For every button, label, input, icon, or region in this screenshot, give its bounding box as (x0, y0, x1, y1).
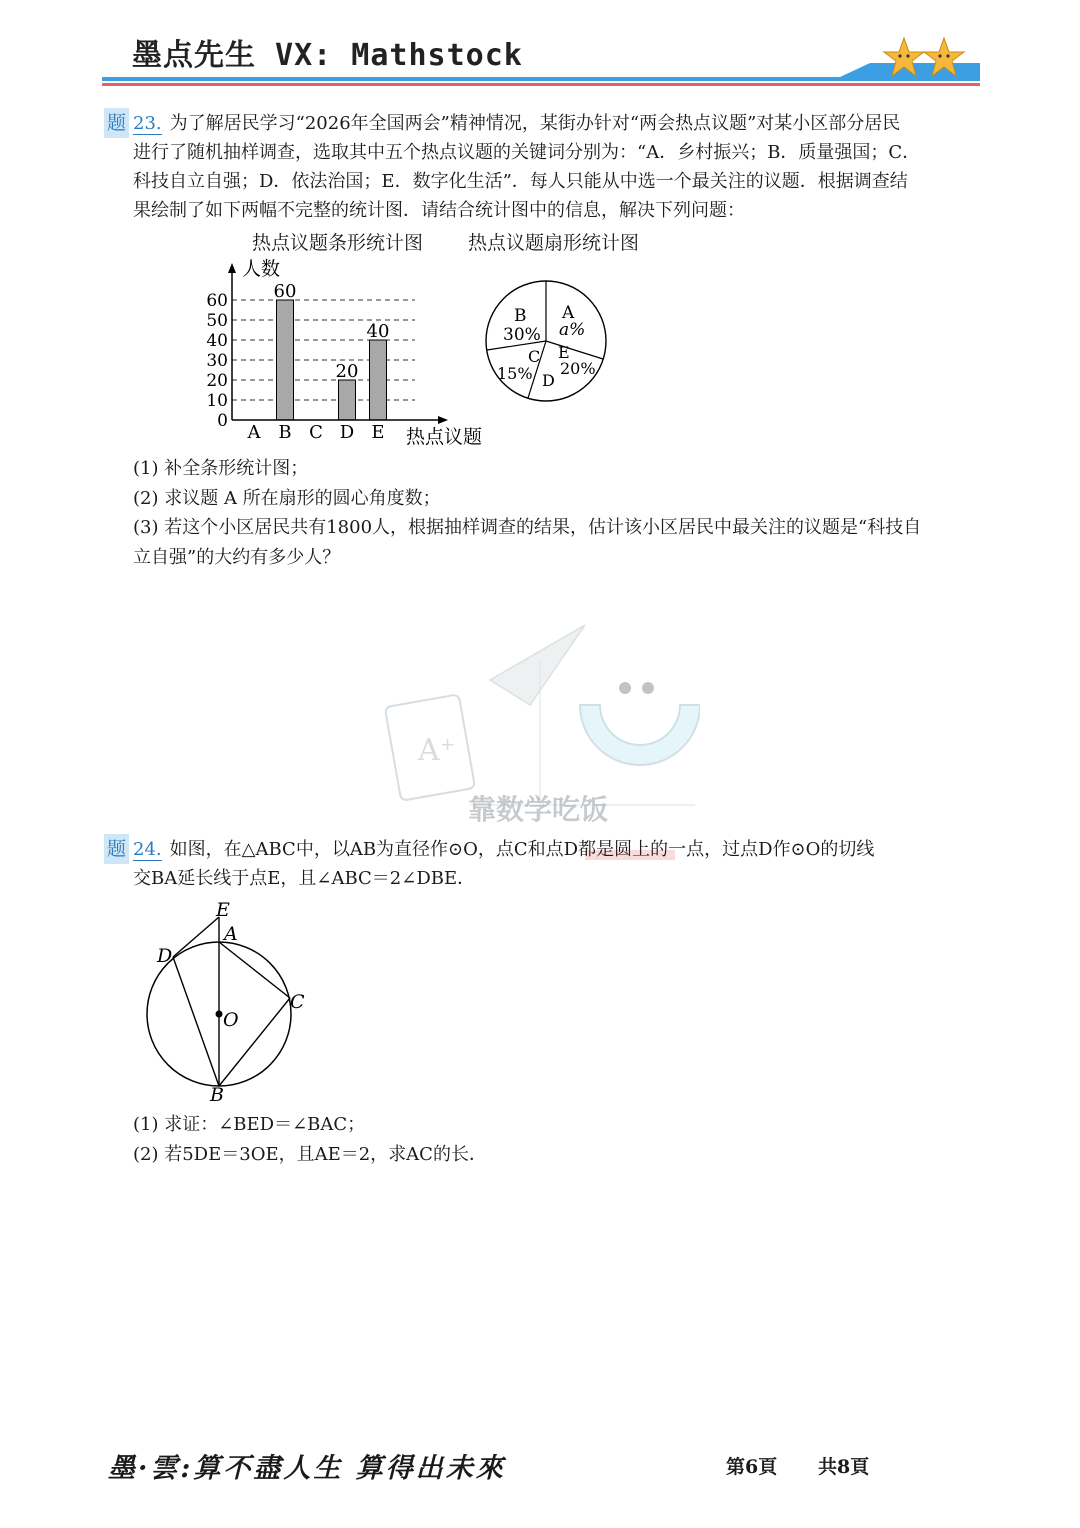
x-tick-label: C (309, 422, 323, 443)
point-d: D (157, 945, 173, 967)
bar-chart (200, 255, 500, 450)
q23-part-3: (3) 若这个小区居民共有1800人，根据抽样调查的结果，估计该小区居民中最关注的议题是“科技自 (133, 517, 922, 538)
q23-line-2: 进行了随机抽样调查，选取其中五个热点议题的关键词分别为：“A．乡村振兴；B．质量强国；C． (133, 142, 921, 163)
x-tick-label: D (339, 422, 355, 443)
q24-line-2: 交BA延长线于点E，且∠ABC＝2∠DBE． (133, 868, 476, 889)
y-tick-label: 50 (206, 311, 228, 331)
star-icons (880, 36, 970, 80)
y-tick-label: 10 (206, 391, 228, 411)
bar-value-label: 60 (273, 281, 297, 302)
bar-chart-title: 热点议题条形统计图 (252, 232, 424, 254)
y-axis-label: 人数 (242, 258, 281, 280)
pie-label-a: A (562, 303, 575, 323)
q23-tag: 题 (104, 108, 129, 138)
x-tick-label: A (247, 422, 261, 443)
q23-line-1 (104, 108, 900, 139)
q23-part-3-cont: 立自强”的大约有多少人？ (133, 547, 341, 568)
q23-line-4: 果绘制了如下两幅不完整的统计图．请结合统计图中的信息，解决下列问题： (133, 200, 745, 221)
header-banner (100, 55, 980, 93)
point-o: O (223, 1009, 239, 1031)
y-tick-label: 60 (206, 291, 228, 311)
x-tick-label: B (278, 422, 292, 443)
q24-number: 24. (133, 839, 162, 860)
footer-motto: 墨·雲:算不盡人生 算得出未來 (108, 1453, 506, 1484)
pie-value-c: 15% (497, 364, 533, 383)
pie-chart (480, 278, 620, 408)
footer-page-number: 第6頁 (726, 1456, 778, 1478)
point-a: A (224, 923, 238, 945)
bar-e (370, 340, 387, 420)
q23-part-2: (2) 求议题 A 所在扇形的圆心角度数； (133, 488, 441, 509)
bar-b (277, 300, 294, 420)
pie-chart-title: 热点议题扇形统计图 (468, 232, 640, 254)
q24-part-1: (1) 求证：∠BED＝∠BAC； (133, 1114, 366, 1135)
q24-line-1 (104, 834, 874, 865)
bar-d (339, 380, 356, 420)
pie-value-b: 30% (503, 325, 541, 345)
pie-label-b: B (514, 306, 527, 326)
pie-label-e: E (558, 343, 570, 362)
y-tick-label: 20 (206, 371, 228, 391)
y-tick-label: 30 (206, 351, 228, 371)
q24-text-1: 如图，在△ABC中，以AB为直径作⊙O，点C和点D都是圆上的一点，过点D作⊙O的切线 (169, 839, 875, 860)
header-title: 墨点先生 VX: Mathstock (132, 38, 523, 73)
x-axis-arrow (438, 416, 448, 424)
y-tick-label: 0 (217, 411, 228, 431)
bar-value-label: 20 (335, 361, 359, 382)
q23-number: 23. (133, 113, 162, 134)
point-c: C (290, 991, 305, 1013)
y-tick-label: 40 (206, 331, 228, 351)
pie-label-d: D (542, 371, 555, 390)
x-tick-label: E (371, 422, 385, 443)
q23-line-3: 科技自立自强；D．依法治国；E．数字化生活”．每人只能从中选一个最关注的议题．根据调查结 (133, 171, 908, 192)
x-axis-label: 热点议题 (406, 426, 483, 448)
bar-value-label: 40 (366, 321, 390, 342)
pie-value-e: 20% (560, 359, 596, 378)
y-axis-arrow (228, 263, 236, 273)
q24-tag: 题 (104, 834, 129, 864)
geometry-figure (140, 895, 320, 1105)
footer-total-pages: 共8頁 (818, 1456, 870, 1478)
pie-value-a: a% (559, 320, 586, 340)
svg-text:A⁺: A⁺ (418, 733, 456, 768)
watermark-text: 靠数学吃饭 (468, 793, 609, 826)
point-b: B (210, 1084, 224, 1105)
q23-text-1: 为了解居民学习“2026年全国两会”精神情况，某街办针对“两会热点议题”对某小区部分居民 (169, 113, 901, 134)
q24-part-2: (2) 若5DE＝3OE，且AE＝2，求AC的长． (133, 1144, 487, 1165)
pie-label-c: C (528, 347, 541, 366)
point-e: E (216, 899, 230, 921)
q23-part-1: (1) 补全条形统计图； (133, 458, 309, 479)
